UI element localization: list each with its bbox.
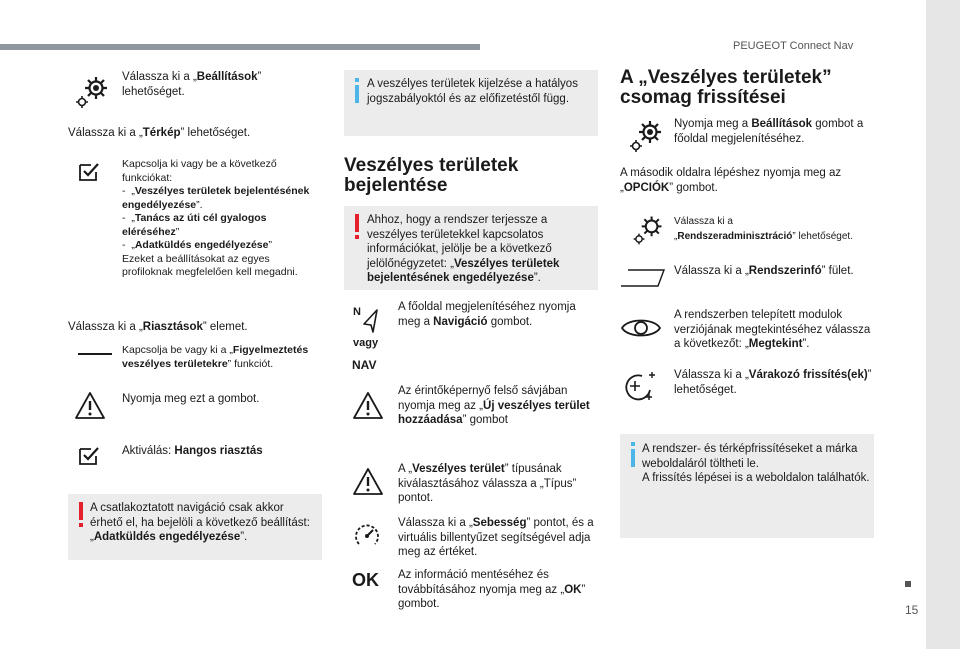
activate-text: Aktiválás: Hangos riasztás	[122, 445, 263, 457]
step-map: Válassza ki a „Térkép” lehetőséget.	[68, 127, 251, 139]
nav-button-icon: NAV	[352, 358, 377, 372]
switch-line-icon	[78, 353, 112, 355]
type-step-text: A „Veszélyes terület” típusának kiválasztásához válassza a „Típus” pontot.	[398, 463, 577, 504]
info-icon	[628, 442, 638, 468]
step-alerts: Válassza ki a „Riasztások” elemet.	[68, 321, 248, 333]
settings-gear-icon	[72, 72, 112, 112]
update-step-sysadmin: Válassza ki a „Rendszeradminisztráció” lehetőséget.	[674, 216, 853, 242]
navigation-arrow-icon	[352, 304, 382, 334]
info-icon	[352, 78, 362, 104]
ok-step-text: Az információ mentéséhez és továbbításához nyomja meg az „OK” gombot.	[398, 569, 586, 610]
warning-note-text: Ahhoz, hogy a rendszer terjessze a veszélyes területekkel kapcsolatos információkat, jelölje be a következő jelölőnégyzetet: „Veszélyes területek bejelentésének engedélyezése”.	[367, 214, 560, 284]
warning-triangle-icon	[352, 466, 384, 496]
switch-alerts-text: Kapcsolja be vagy ki a „Figyelmeztetés veszélyes területekre” funkciót.	[122, 344, 309, 370]
update-step-pending: Válassza ki a „Várakozó frissítés(ek)” lehetőséget.	[674, 369, 872, 396]
section-heading-report: Veszélyes területek bejelentése	[344, 155, 519, 196]
side-rail	[926, 0, 960, 649]
nav-step-text: A főoldal megjelenítéséhez nyomja meg a Navigáció gombot.	[398, 301, 576, 328]
settings-gear-icon	[630, 212, 666, 248]
settings-gear-icon	[626, 116, 666, 156]
step-settings: Válassza ki a „Beállítások” lehetőséget.	[122, 71, 262, 98]
info-note-text: A rendszer- és térképfrissítéseket a márka weboldaláról töltheti le. A frissítés lépései is a weboldalon találhatók.	[642, 443, 870, 484]
section-heading-updates: A „Veszélyes területek” csomag frissítései	[620, 67, 832, 108]
checkbox-icon	[78, 162, 100, 182]
pending-updates-icon	[620, 370, 662, 404]
page-marker	[905, 581, 911, 587]
speedometer-icon	[352, 520, 382, 550]
warning-triangle-icon	[352, 390, 384, 420]
warning-exclamation-icon	[76, 502, 86, 528]
touch-step-text: Az érintőképernyő felső sávjában nyomja meg az „Új veszélyes terület hozzáadása” gombot	[398, 385, 590, 426]
warning-note-text: A csatlakoztatott navigáció csak akkor érhető el, ha bejelöli a következő beállítást: „Adatküldés engedélyezése”.	[90, 502, 310, 543]
warning-exclamation-icon	[352, 214, 362, 240]
update-step-settings: Nyomja meg a Beállítások gombot a főoldal megjelenítéséhez.	[674, 118, 864, 145]
brand-label: PEUGEOT Connect Nav	[733, 40, 854, 52]
eye-icon	[620, 314, 662, 342]
tab-icon	[620, 268, 666, 288]
info-note-text: A veszélyes területek kijelzése a hatályos jogszabályoktól és az előfizetéstől függ.	[367, 78, 578, 105]
press-button-text: Nyomja meg ezt a gombot.	[122, 393, 260, 405]
header-rule	[0, 44, 480, 50]
warning-triangle-icon	[74, 390, 106, 420]
checkbox-icon	[78, 446, 100, 466]
page-number: 15	[905, 603, 919, 617]
svg-text:N: N	[353, 306, 361, 318]
ok-button-icon: OK	[352, 570, 379, 590]
toggle-functions-text: Kapcsolja ki vagy be a következő funkciókat: - „Veszélyes területek bejelentésének engedélyezése”. - „Tanács az úti cél gyalogos eléréséhez” - „Adatküldés engedélyezése” Ezeket a beállításokat az egyes profiloknak megfelelően kell megadni.	[122, 158, 310, 278]
speed-step-text: Válassza ki a „Sebesség” pontot, és a virtuális billentyűzet segítségével adja meg az értéket.	[398, 517, 594, 558]
update-step-view: A rendszerben telepített modulok verziójának megtekintéséhez válassza a következőt: „Megtekint”.	[674, 309, 871, 350]
update-step-sysinfo: Válassza ki a „Rendszerinfó” fület.	[674, 265, 854, 277]
update-step-options: A második oldalra lépéshez nyomja meg az „OPCIÓK” gombot.	[620, 167, 842, 194]
or-label: vagy	[353, 337, 379, 349]
